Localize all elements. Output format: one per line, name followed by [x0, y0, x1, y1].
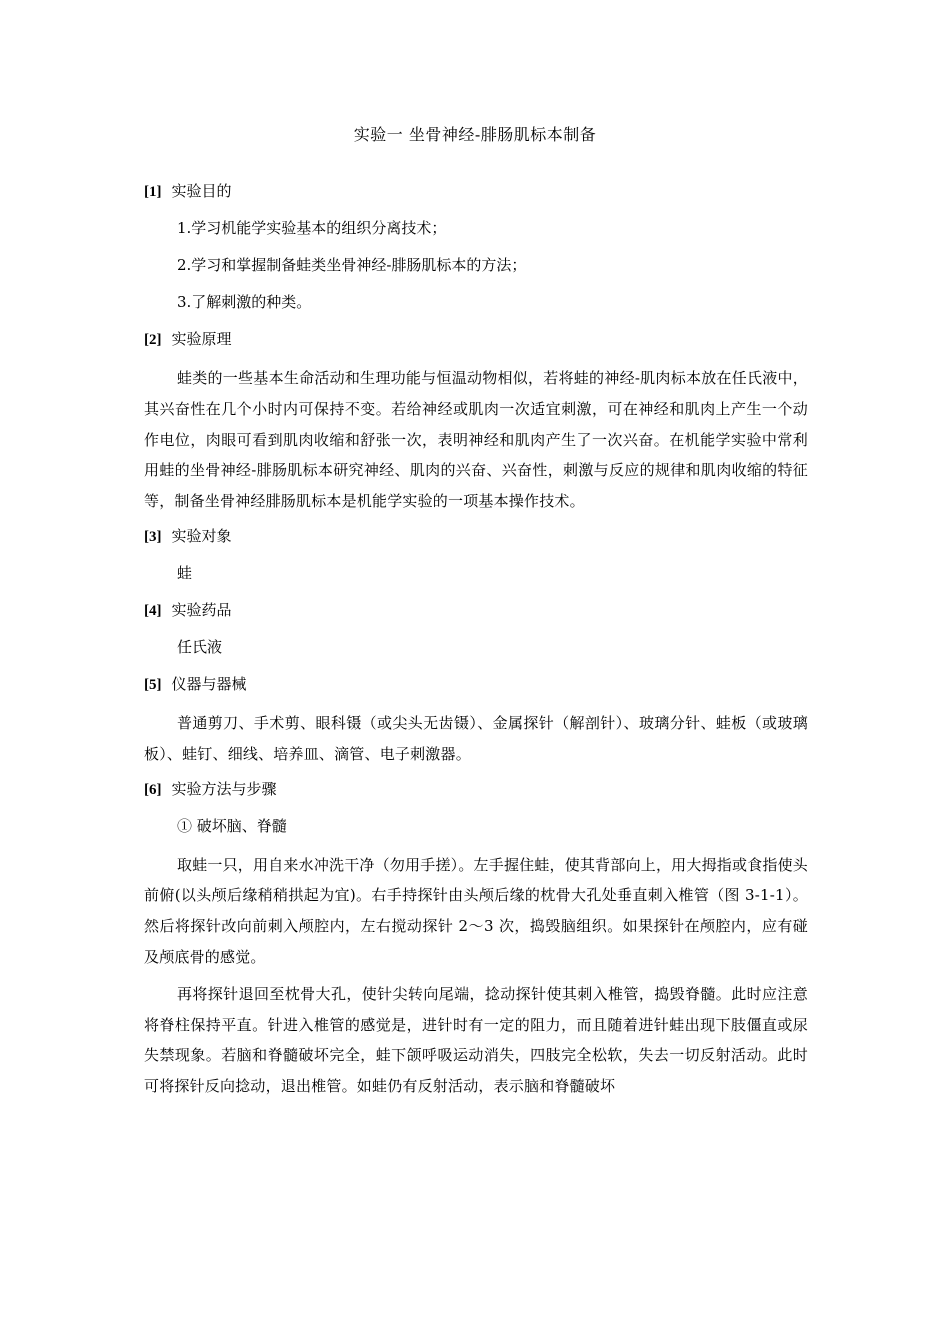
document-body: [144, 178, 808, 1108]
instruments-paragraph: 普通剪刀、手术剪、眼科镊（或尖头无齿镊）、金属探针（解剖针）、玻璃分针、蛙板（或玻璃板）、蛙钉、细线、培养皿、滴管、电子刺激器。: [144, 713, 808, 763]
step-title: ① 破坏脑、脊髓: [177, 816, 287, 835]
method-paragraph-1: 取蛙一只，用自来水冲洗干净（勿用手搓）。左手握住蛙，使其背部向上，用大拇指或食指使头前俯(以头颅后缘稍稍拱起为宜)。右手持探针由头颅后缘的枕骨大孔处垂直刺入椎管（图 3-1-1）。然后将探针改向前刺入颅腔内，左右搅动探针 2～3 次，捣毁脑组织。如果探针在颅腔内，应有碰及颅底骨的感觉。: [144, 855, 808, 966]
list-item: 2.学习和掌握制备蛙类坐骨神经-腓肠肌标本的方法；: [177, 256, 527, 274]
section-title: 实验药品: [171, 600, 232, 619]
section-number: [1]: [144, 184, 162, 200]
reagent-text: 任氏液: [177, 637, 223, 656]
section-title: 实验原理: [171, 330, 232, 348]
method-paragraph-2: 再将探针退回至枕骨大孔，使针尖转向尾端，捻动探针使其刺入椎管，捣毁脊髓。此时应注意将脊柱保持平直。针进入椎管的感觉是，进针时有一定的阻力，而且随着进针蛙出现下肢僵直或尿失禁现象。若脑和脊髓破坏完全，蛙下颌呼吸运动消失，四肢完全松软，失去一切反射活动。此时可将探针反向捻动，退出椎管。如蛙仍有反射活动，表示脑和脊髓破坏: [144, 984, 808, 1096]
principle-paragraph: 蛙类的一些基本生命活动和生理功能与恒温动物相似，若将蛙的神经-肌肉标本放在任氏液中，其兴奋性在几个小时内可保持不变。若给神经或肌肉一次适宜刺激，可在神经和肌肉上产生一个动作电位，肉眼可看到肌肉收缩和舒张一次，表明神经和肌肉产生了一次兴奋。在机能学实验中常利用蛙的坐骨神经-腓肠肌标本研究神经、肌肉的兴奋、兴奋性，刺激与反应的规律和肌肉收缩的特征等，制备坐骨神经腓肠肌标本是机能学实验的一项基本操作技术。: [144, 369, 808, 511]
section-title: 实验方法与步骤: [171, 779, 277, 798]
list-item: 3.了解刺激的种类。: [177, 293, 312, 311]
section-heading-methods: [144, 776, 808, 813]
section-title: 实验对象: [171, 526, 232, 545]
section-heading-principle: [144, 326, 808, 363]
list-item: 1.学习机能学实验基本的组织分离技术；: [177, 219, 447, 237]
section-heading-subject: [144, 523, 808, 560]
section-heading-instruments: [144, 671, 808, 708]
subject-text: 蛙: [177, 563, 193, 582]
section-heading-reagents: [144, 597, 808, 634]
section-title: 实验目的: [171, 182, 232, 200]
section-heading-objectives: [144, 178, 808, 215]
section-title: 仪器与器械: [171, 674, 247, 693]
page-title: 实验一 坐骨神经-腓肠肌标本制备: [353, 125, 597, 144]
section-number: [5]: [144, 676, 162, 693]
section-number: [2]: [144, 332, 162, 348]
section-number: [3]: [144, 528, 162, 545]
section-number: [6]: [144, 781, 162, 798]
section-number: [4]: [144, 602, 162, 619]
